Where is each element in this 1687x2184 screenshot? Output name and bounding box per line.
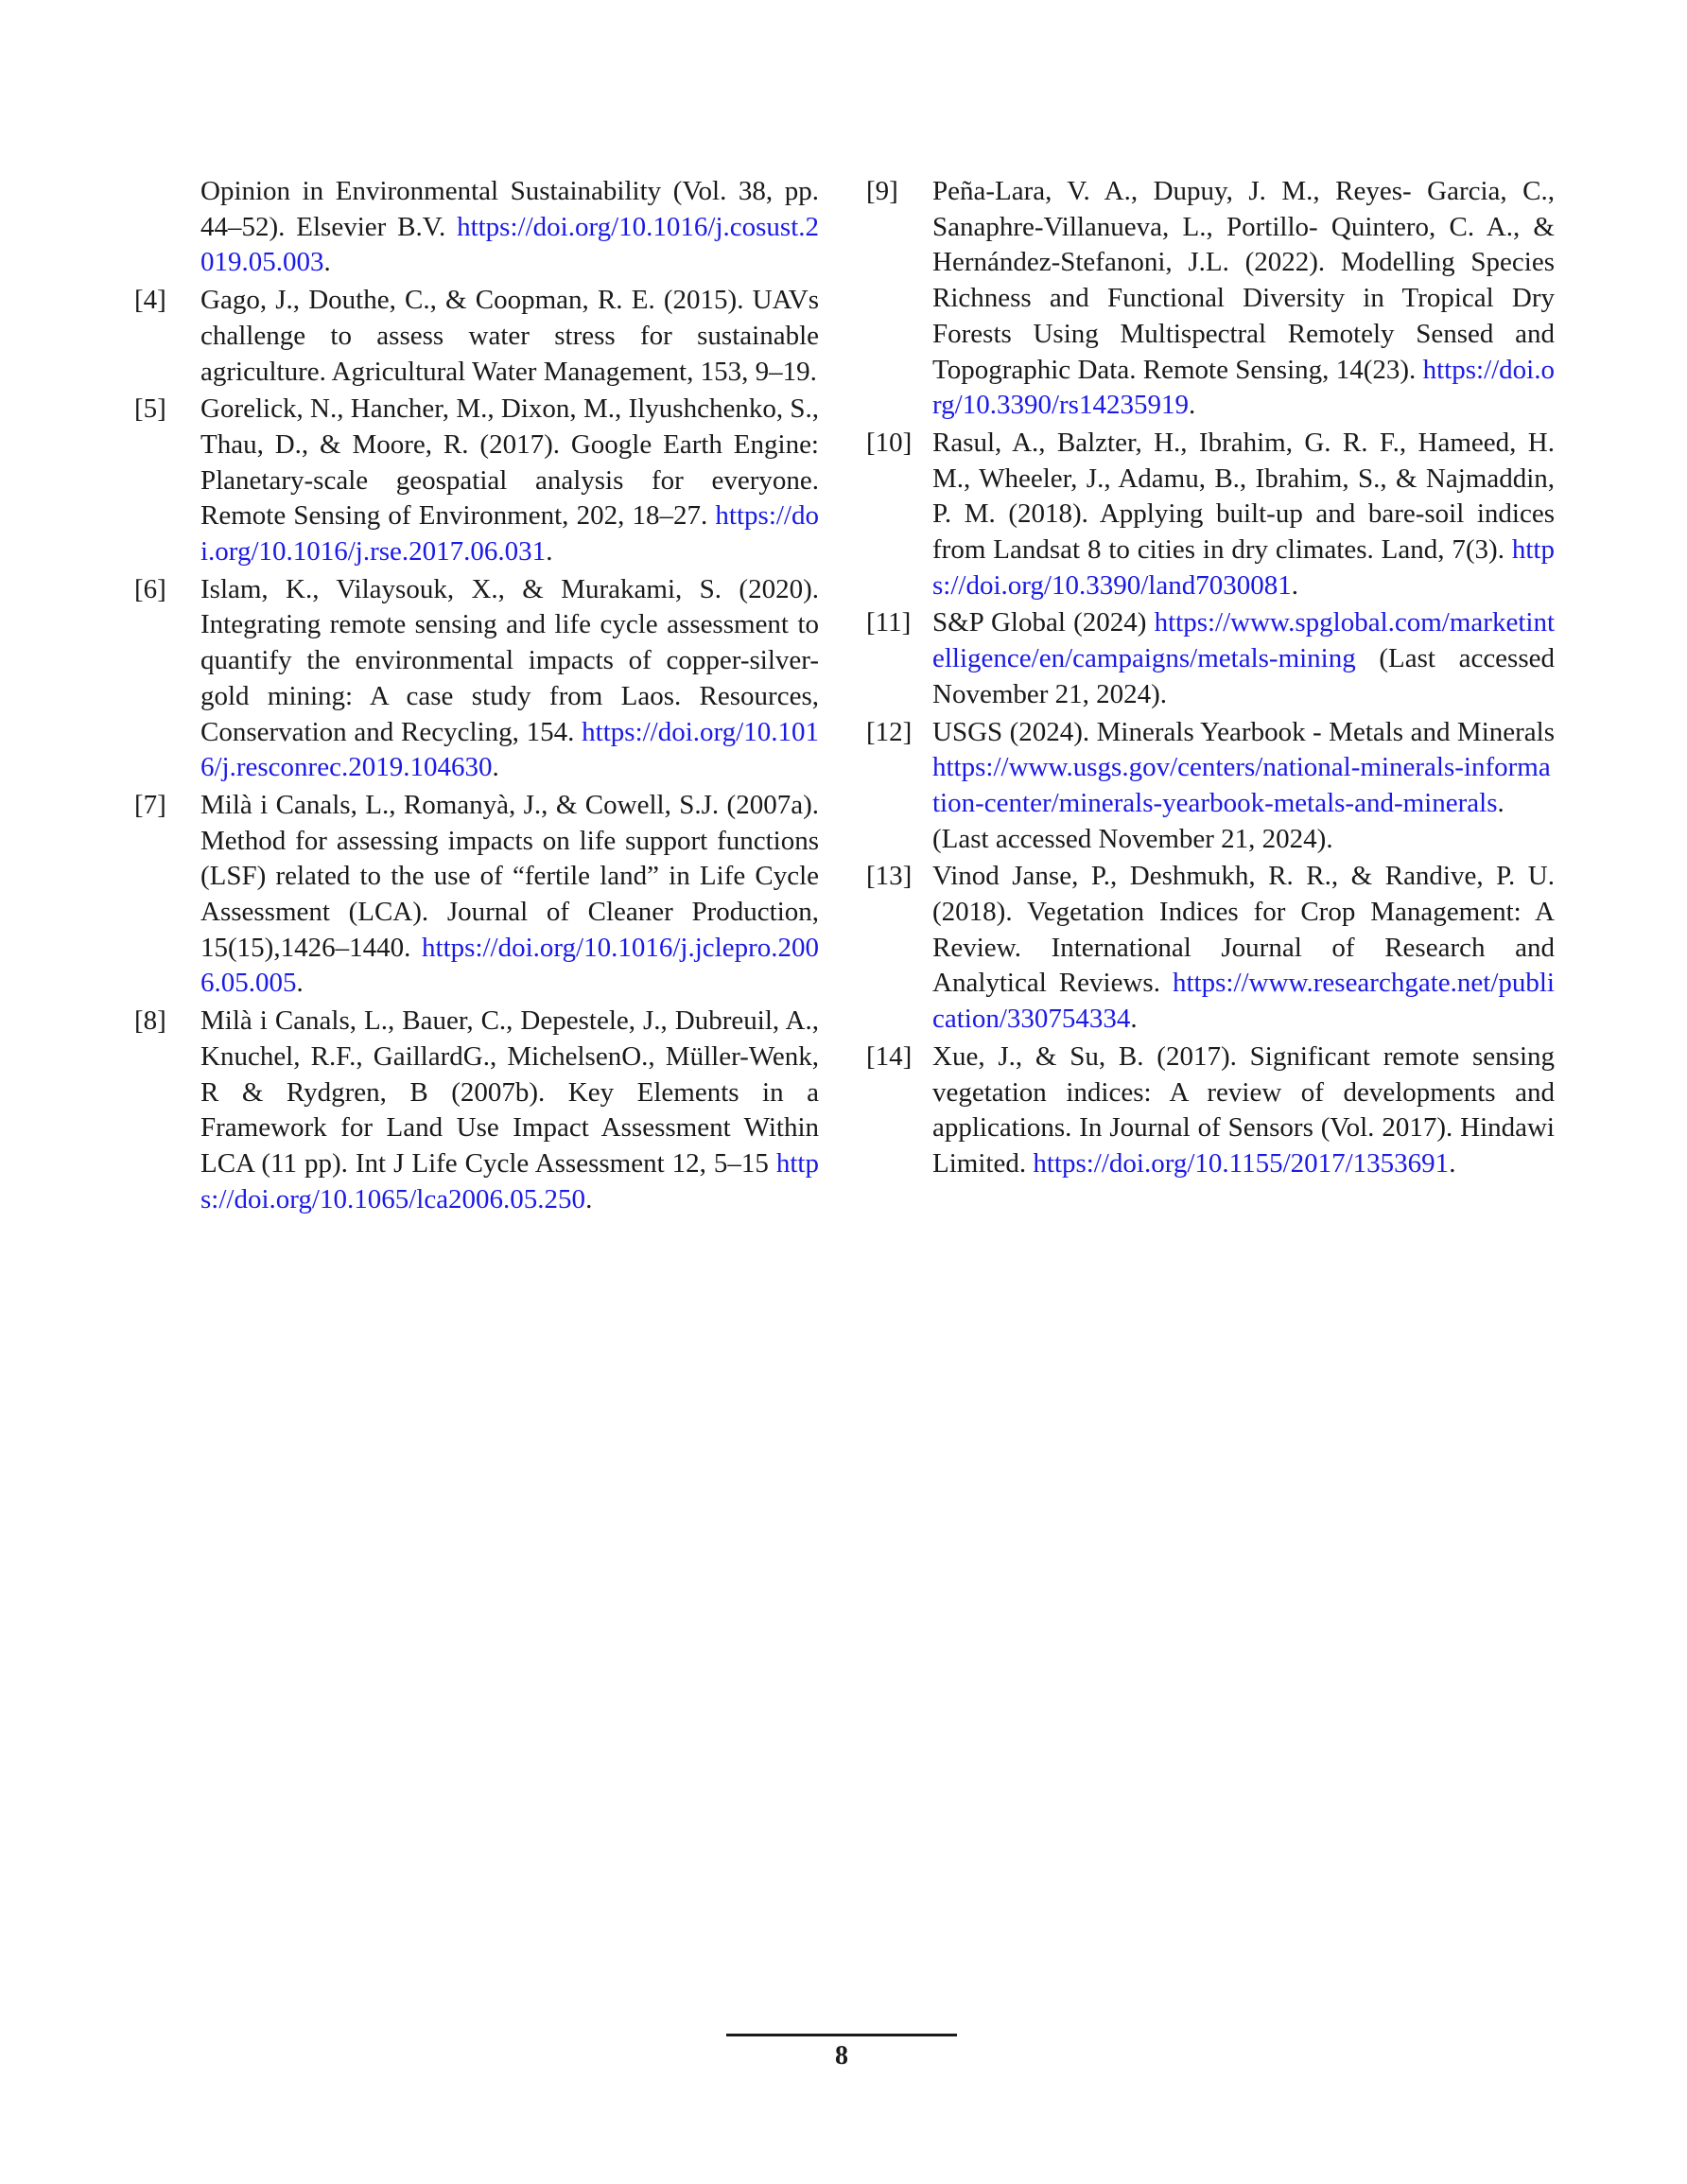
reference-text: Islam, K., Vilaysouk, X., & Murakami, S. (2020). Integrating remote sensing and life cycle assessment to quantify the environmental impacts of copper-silver-gold mining: A case study from Laos. Resources, Conservation and Recycling, 154. xyxy=(200,573,819,747)
reference-item xyxy=(866,859,1555,1038)
reference-text: Rasul, A., Balzter, H., Ibrahim, G. R. F., Hameed, H. M., Wheeler, J., Adamu, B., Ibrahim, S., & Najmaddin, P. M. (2018). Applying built-up and bare-soil indices from Landsat 8 to cities in dry climates. Land, 7(3). xyxy=(932,427,1555,566)
reference-link[interactable]: https://www.spglobal.com/marketintelligence/en/campaigns/metals-mining xyxy=(932,607,1555,674)
reference-body xyxy=(932,715,1555,858)
reference-tail: . xyxy=(1188,390,1196,421)
reference-number: [6] xyxy=(134,573,166,604)
footer-rule xyxy=(726,2034,957,2036)
reference-body xyxy=(200,283,819,390)
reference-number: [7] xyxy=(134,789,166,820)
reference-number: [8] xyxy=(134,1005,166,1037)
reference-text: Opinion in Environmental Sustainability (Vol. 38, pp. 44–52). Elsevier B.V. xyxy=(200,176,819,242)
reference-body xyxy=(932,859,1555,1038)
reference-item xyxy=(134,788,819,1002)
reference-link[interactable]: https://www.researchgate.net/publication/330754334 xyxy=(932,968,1555,1035)
reference-text: Vinod Janse, P., Deshmukh, R. R., & Randive, P. U. (2018). Vegetation Indices for Crop Management: A Review. International Journal of Research and Analytical Reviews. xyxy=(932,861,1555,999)
reference-number: [4] xyxy=(134,285,166,316)
reference-text: Xue, J., & Su, B. (2017). Significant remote sensing vegetation indices: A review of developments and applications. In Journal of Sensors (Vol. 2017). Hindawi Limited. xyxy=(932,1040,1555,1179)
reference-link[interactable]: https://doi.org/10.1065/lca2006.05.250 xyxy=(200,1147,819,1214)
reference-body xyxy=(932,1040,1555,1182)
reference-number: [11] xyxy=(866,607,912,638)
reference-number: [10] xyxy=(866,427,913,458)
references-left-column xyxy=(134,174,819,1219)
reference-tail: . xyxy=(1449,1147,1456,1179)
reference-body xyxy=(200,1004,819,1217)
reference-link[interactable]: https://doi.org/10.1016/j.rse.2017.06.031 xyxy=(200,500,819,568)
reference-tail: . xyxy=(323,247,331,278)
references-right-column xyxy=(866,174,1555,1184)
reference-item xyxy=(866,426,1555,604)
reference-body xyxy=(200,788,819,1002)
reference-body xyxy=(200,392,819,570)
reference-text: Milà i Canals, L., Romanyà, J., & Cowell, S.J. (2007a). Method for assessing impacts on life support functions (LSF) related to the use of “fertile land” in Life Cycle Assessment (LCA). Journal of Cleaner Production, 15(15),1426–1440. xyxy=(200,789,819,963)
reference-item xyxy=(134,392,819,570)
reference-tail: . xyxy=(546,536,553,568)
reference-link[interactable]: https://doi.org/10.3390/land7030081 xyxy=(932,534,1555,601)
reference-item xyxy=(134,283,819,390)
reference-tail: . xyxy=(585,1183,593,1214)
reference-body xyxy=(932,605,1555,712)
reference-tail: . xyxy=(492,752,499,783)
reference-link[interactable]: https://doi.org/10.3390/rs14235919 xyxy=(932,354,1555,421)
reference-tail: . (Last accessed November 21, 2024). xyxy=(932,787,1504,854)
reference-text: Gago, J., Douthe, C., & Coopman, R. E. (2015). UAVs challenge to assess water stress for sustainable agriculture. Agricultural Water Management, 153, 9–19. xyxy=(200,285,819,387)
reference-item xyxy=(134,1004,819,1217)
reference-text: Milà i Canals, L., Bauer, C., Depestele, J., Dubreuil, A., Knuchel, R.F., GaillardG., MichelsenO., Müller-Wenk, R & Rydgren, B (2007b). Key Elements in a Framework for Land Use Impact Assessment Within LCA (11 pp). Int J Life Cycle Assessment 12, 5–15 xyxy=(200,1005,819,1179)
reference-text: Gorelick, N., Hancher, M., Dixon, M., Ilyushchenko, S., Thau, D., & Moore, R. (2017). Google Earth Engine: Planetary-scale geospatial analysis for everyone. Remote Sensing of Environment, 202, 18–27. xyxy=(200,393,819,532)
reference-number: [13] xyxy=(866,861,913,892)
reference-tail: . xyxy=(1291,569,1298,601)
reference-link[interactable]: https://doi.org/10.1016/j.cosust.2019.05.003 xyxy=(200,211,819,278)
reference-tail: . xyxy=(296,968,304,999)
reference-text: USGS (2024). Minerals Yearbook - Metals and Minerals xyxy=(932,716,1555,747)
reference-body xyxy=(200,572,819,786)
reference-link[interactable]: https://doi.org/10.1016/j.jclepro.2006.05.005 xyxy=(200,932,819,999)
reference-number: [9] xyxy=(866,176,898,206)
reference-link[interactable]: https://doi.org/10.1155/2017/1353691 xyxy=(1033,1147,1450,1179)
reference-link[interactable]: https://www.usgs.gov/centers/national-minerals-information-center/minerals-yearbook-metals-and-minerals xyxy=(932,752,1551,818)
page-number: 8 xyxy=(835,2041,848,2070)
reference-item xyxy=(866,1040,1555,1182)
reference-body xyxy=(200,174,819,281)
reference-tail: (Last accessed November 21, 2024). xyxy=(932,643,1555,709)
reference-item xyxy=(866,715,1555,858)
reference-item xyxy=(134,572,819,786)
reference-number: [5] xyxy=(134,393,166,425)
reference-body xyxy=(932,174,1555,424)
reference-item xyxy=(866,605,1555,712)
reference-number: [12] xyxy=(866,716,913,747)
reference-item xyxy=(866,174,1555,424)
reference-body xyxy=(932,426,1555,604)
reference-link[interactable]: https://doi.org/10.1016/j.resconrec.2019.104630 xyxy=(200,716,819,783)
reference-text: S&P Global (2024) xyxy=(932,607,1155,638)
reference-continuation xyxy=(134,174,819,281)
reference-text: Peña-Lara, V. A., Dupuy, J. M., Reyes- Garcia, C., Sanaphre-Villanueva, L., Portillo- Quintero, C. A., & Hernández-Stefanoni, J.L. (2022). Modelling Species Richness and Functional Diversity in Tropical Dry Forests Using Multispectral Remotely Sensed and Topographic Data. Remote Sensing, 14(23). xyxy=(932,176,1555,385)
reference-number: [14] xyxy=(866,1040,913,1072)
reference-tail: . xyxy=(1130,1004,1138,1035)
